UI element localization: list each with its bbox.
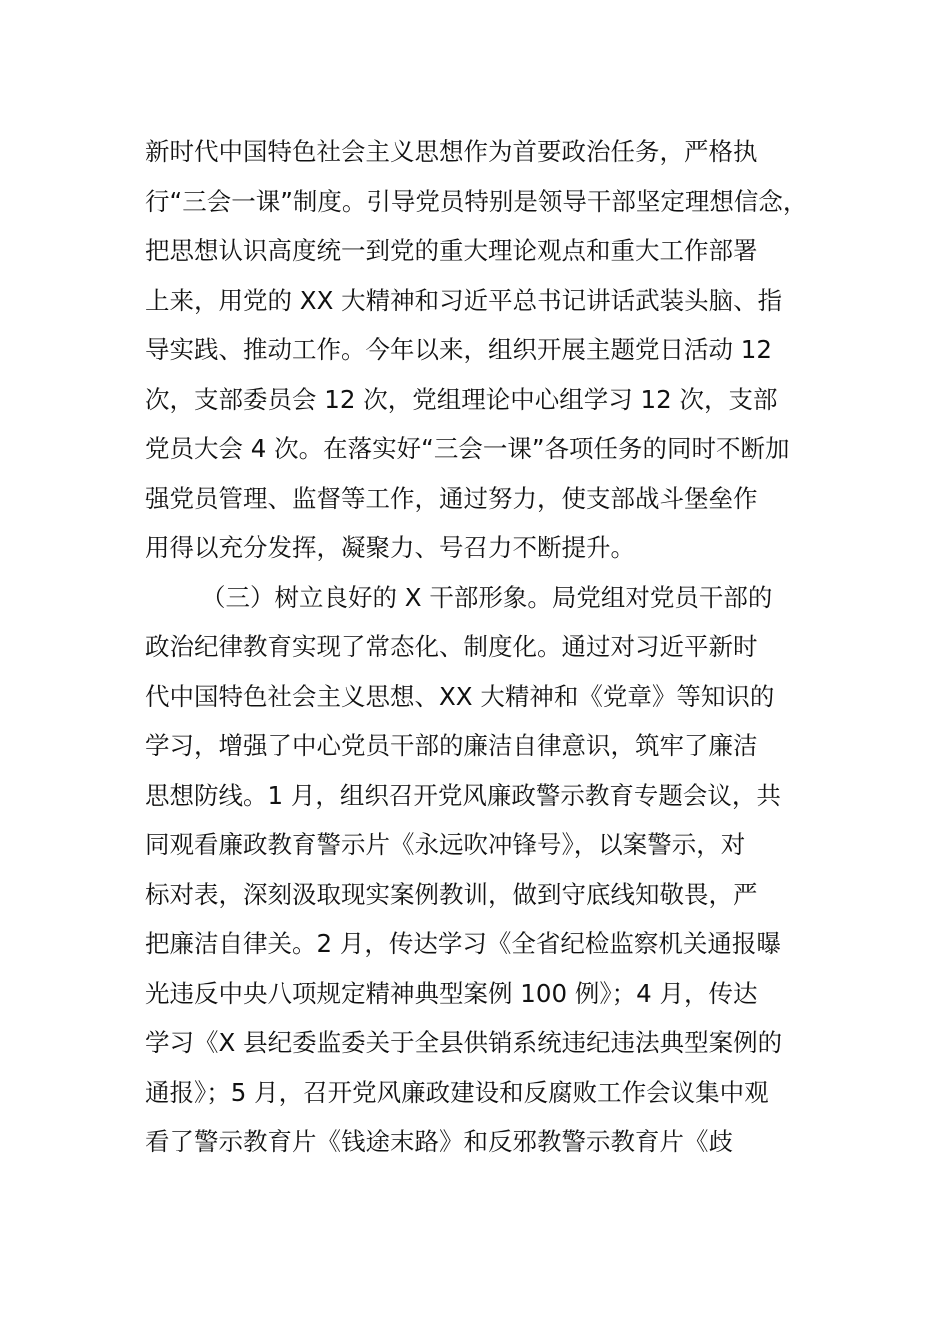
text-line: 把思想认识高度统一到党的重大理论观点和重大工作部署 bbox=[145, 236, 758, 265]
text-line: 通报》；5 月，召开党风廉政建设和反腐败工作会议集中观 bbox=[145, 1078, 769, 1107]
text-line: 用得以充分发挥，凝聚力、号召力不断提升。 bbox=[145, 533, 635, 562]
text-line: 导实践、推动工作。今年以来，组织开展主题党日活动 12 bbox=[145, 335, 772, 364]
text-line: 看了警示教育片《钱途末路》和反邪教警示教育片《歧 bbox=[145, 1127, 733, 1156]
text-line: 学习《X 县纪委监委关于全县供销系统违纪违法典型案例的 bbox=[145, 1028, 783, 1057]
text-line: 思想防线。1 月，组织召开党风廉政警示教育专题会议，共 bbox=[145, 781, 781, 810]
text-line: 代中国特色社会主义思想、XX 大精神和《党章》等知识的 bbox=[145, 682, 775, 711]
text-line: 把廉洁自律关。2 月，传达学习《全省纪检监察机关通报曝 bbox=[145, 929, 781, 958]
section-heading-line: （三）树立良好的 X 干部形象。局党组对党员干部的 bbox=[201, 583, 773, 612]
text-line: 同观看廉政教育警示片《永远吹冲锋号》，以案警示，对 bbox=[145, 830, 746, 859]
text-line: 政治纪律教育实现了常态化、制度化。通过对习近平新时 bbox=[145, 632, 758, 661]
text-line: 光违反中央八项规定精神典型案例 100 例》；4 月，传达 bbox=[145, 979, 758, 1008]
text-line: 党员大会 4 次。在落实好“三会一课”各项任务的同时不断加 bbox=[145, 434, 790, 463]
text-line: 强党员管理、监督等工作，通过努力，使支部战斗堡垒作 bbox=[145, 484, 758, 513]
text-line: 行“三会一课”制度。引导党员特别是领导干部坚定理想信念， bbox=[145, 187, 808, 216]
text-line: 上来，用党的 XX 大精神和习近平总书记讲话武装头脑、指 bbox=[145, 286, 783, 315]
text-line: 次，支部委员会 12 次，党组理论中心组学习 12 次，支部 bbox=[145, 385, 778, 414]
text-line: 学习，增强了中心党员干部的廉洁自律意识，筑牢了廉洁 bbox=[145, 731, 758, 760]
text-line: 标对表，深刻汲取现实案例教训，做到守底线知敬畏，严 bbox=[145, 880, 758, 909]
text-line: 新时代中国特色社会主义思想作为首要政治任务，严格执 bbox=[145, 137, 758, 166]
